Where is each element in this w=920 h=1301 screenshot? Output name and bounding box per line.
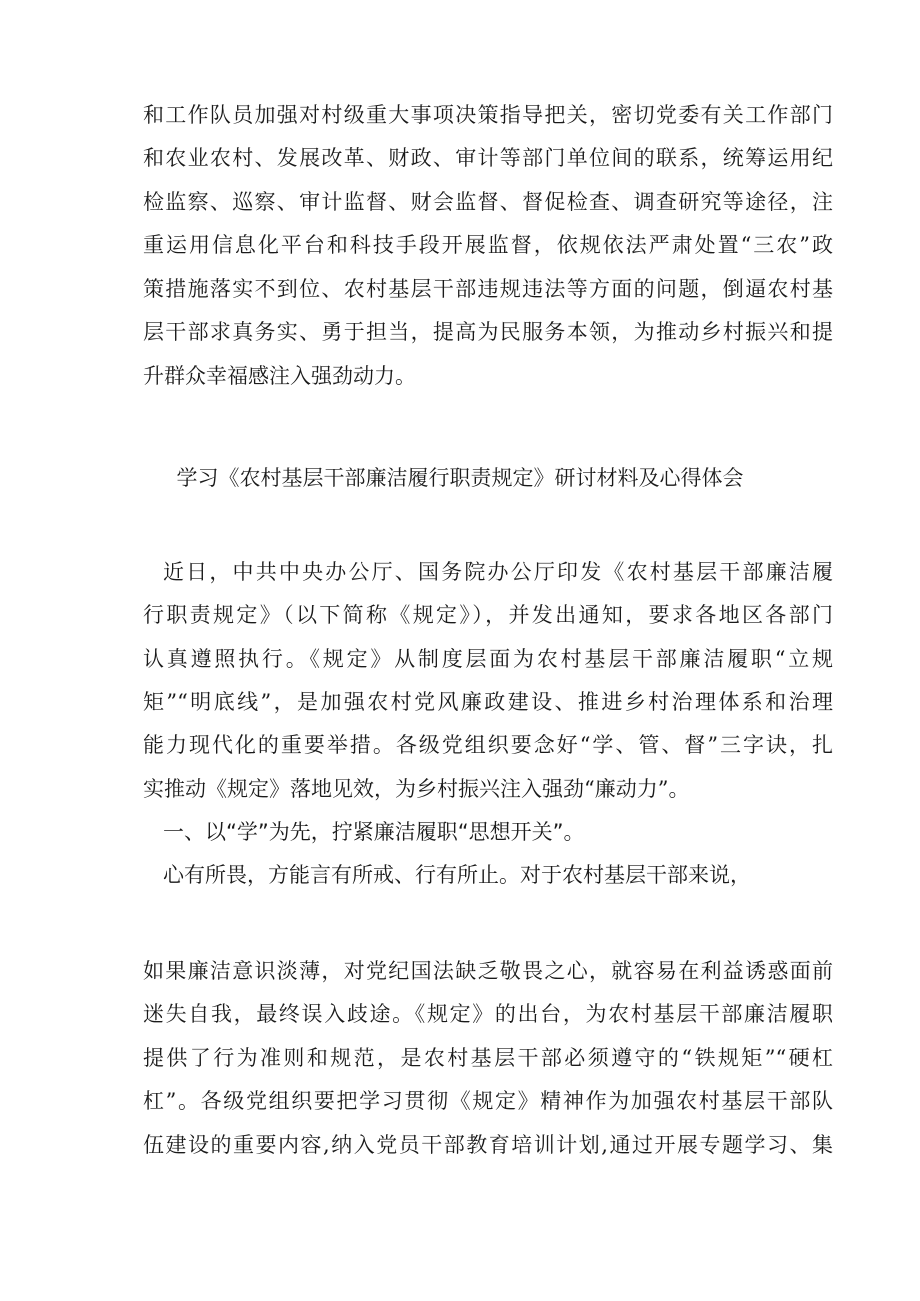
text-line: 近日，中共中央办公厅、国务院办公厅印发《农村基层干部廉洁履 <box>163 560 833 584</box>
text-line: 提供了行为准则和规范，是农村基层干部必须遵守的“铁规矩”“硬杠 <box>143 1046 833 1070</box>
text-line: 能力现代化的重要举措。各级党组织要念好“学、管、督”三字诀，扎 <box>143 733 833 757</box>
text-line: 如果廉洁意识淡薄，对党纪国法缺乏敬畏之心，就容易在利益诱惑面前 <box>143 959 833 983</box>
text-line: 矩”“明底线”，是加强农村党风廉政建设、推进乡村治理体系和治理 <box>143 690 833 714</box>
text-line: 迷失自我，最终误入歧途。《规定》的出台，为农村基层干部廉洁履职 <box>143 1002 833 1026</box>
text-line: 和农业农村、发展改革、财政、审计等部门单位间的联系，统筹运用纪 <box>143 146 833 170</box>
text-line: 杠”。各级党组织要把学习贯彻《规定》精神作为加强农村基层干部队 <box>143 1089 833 1113</box>
article-title: 学习《农村基层干部廉洁履行职责规定》研讨材料及心得体会 <box>176 466 744 490</box>
text-line: 认真遵照执行。《规定》从制度层面为农村基层干部廉洁履职“立规 <box>143 647 833 671</box>
text-line: 策措施落实不到位、农村基层干部违规违法等方面的问题，倒逼农村基 <box>143 277 833 301</box>
section-heading: 一、以“学”为先，拧紧廉洁履职“思想开关”。 <box>163 820 585 844</box>
text-line: 重运用信息化平台和科技手段开展监督，依规依法严肃处置“三农”政 <box>143 233 833 257</box>
text-line: 行职责规定》（以下简称《规定》），并发出通知，要求各地区各部门 <box>143 603 833 627</box>
text-line: 升群众幸福感注入强劲动力。 <box>143 364 416 388</box>
text-line: 和工作队员加强对村级重大事项决策指导把关，密切党委有关工作部门 <box>143 103 833 127</box>
text-line: 心有所畏，方能言有所戒、行有所止。对于农村基层干部来说， <box>163 863 751 887</box>
text-line: 伍建设的重要内容,纳入党员干部教育培训计划,通过开展专题学习、集 <box>143 1133 833 1157</box>
text-line: 检监察、巡察、审计监督、财会监督、督促检查、调查研究等途径，注 <box>143 190 833 214</box>
text-line: 层干部求真务实、勇于担当，提高为民服务本领，为推动乡村振兴和提 <box>143 320 833 344</box>
text-line: 实推动《规定》落地见效，为乡村振兴注入强劲“廉动力”。 <box>143 777 690 801</box>
